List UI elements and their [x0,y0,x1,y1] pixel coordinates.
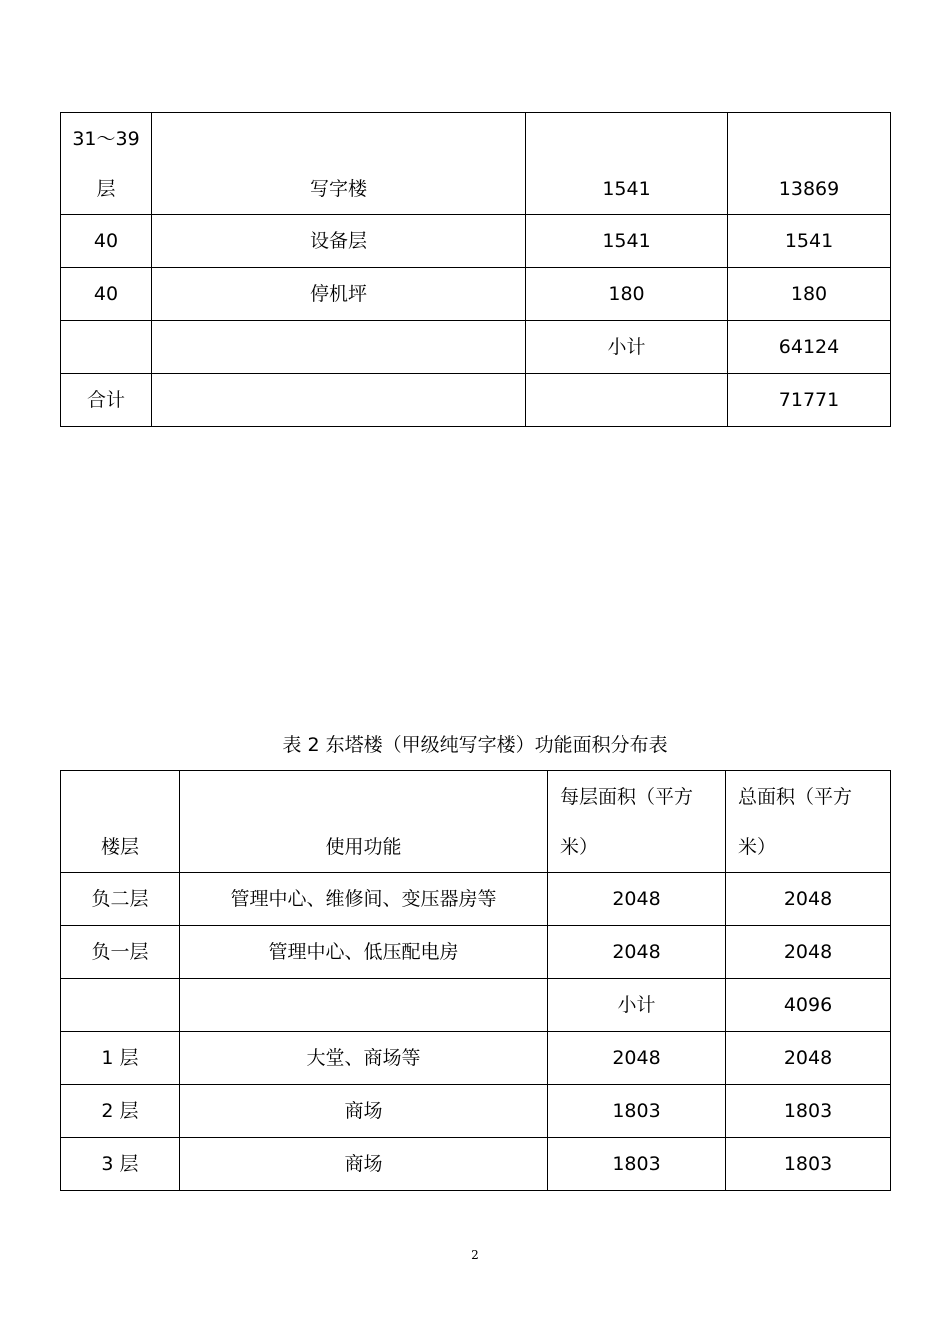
floor-line: 31～39 [72,127,140,150]
function-cell [152,321,526,374]
table-row [61,979,891,1032]
function-cell: 停机坪 [152,268,526,321]
table-row [61,926,891,979]
table-row [61,374,891,427]
floor-cell: 负一层 [61,926,180,979]
east-tower-area-table [60,770,891,1191]
function-cell: 管理中心、维修间、变压器房等 [180,873,548,926]
floor-cell: 40 [61,268,152,321]
total-area-cell: 2048 [726,873,891,926]
per-floor-area-cell: 1803 [548,1138,726,1191]
floor-cell [61,113,152,215]
table-header-row [61,771,891,873]
header-per-floor-area [548,771,726,873]
total-area-cell: 13869 [728,113,891,215]
table-row [61,268,891,321]
floor-cell [61,321,152,374]
table-row [61,215,891,268]
table-row [61,1032,891,1085]
floor-cell: 2 层 [61,1085,180,1138]
total-area-cell: 2048 [726,926,891,979]
table-row [61,1085,891,1138]
per-floor-area-cell: 1541 [526,113,728,215]
table-row [61,873,891,926]
subtotal-value-cell: 64124 [728,321,891,374]
function-cell: 商场 [180,1138,548,1191]
total-area-cell: 1541 [728,215,891,268]
header-line: 米） [560,835,599,858]
per-floor-area-cell: 1541 [526,215,728,268]
function-cell [152,374,526,427]
header-line: 米） [738,835,777,858]
total-area-cell: 1803 [726,1085,891,1138]
per-floor-area-cell: 2048 [548,926,726,979]
floor-cell: 1 层 [61,1032,180,1085]
function-cell: 管理中心、低压配电房 [180,926,548,979]
total-area-cell: 2048 [726,1032,891,1085]
header-line: 总面积（平方 [738,785,853,808]
table-row [61,113,891,215]
grand-total-label-cell: 合计 [61,374,152,427]
per-floor-area-cell: 2048 [548,1032,726,1085]
function-cell [180,979,548,1032]
total-area-cell: 1803 [726,1138,891,1191]
header-function: 使用功能 [180,771,548,873]
table-caption: 表 2 东塔楼（甲级纯写字楼）功能面积分布表 [282,734,668,756]
table-row [61,321,891,374]
floor-cell: 40 [61,215,152,268]
header-line: 每层面积（平方 [560,785,694,808]
per-floor-area-cell: 1803 [548,1085,726,1138]
per-floor-area-cell [526,374,728,427]
per-floor-area-cell: 2048 [548,873,726,926]
subtotal-label-cell: 小计 [526,321,728,374]
subtotal-value-cell: 4096 [726,979,891,1032]
subtotal-label-cell: 小计 [548,979,726,1032]
header-total-area [726,771,891,873]
floor-cell: 3 层 [61,1138,180,1191]
function-cell: 写字楼 [152,113,526,215]
per-floor-area-cell: 180 [526,268,728,321]
function-cell: 大堂、商场等 [180,1032,548,1085]
area-table-continued [60,112,891,427]
floor-line: 层 [96,177,116,200]
function-cell: 商场 [180,1085,548,1138]
table-row [61,1138,891,1191]
floor-cell [61,979,180,1032]
grand-total-value-cell: 71771 [728,374,891,427]
page-number: 2 [471,1248,479,1262]
function-cell: 设备层 [152,215,526,268]
total-area-cell: 180 [728,268,891,321]
header-floor: 楼层 [61,771,180,873]
floor-cell: 负二层 [61,873,180,926]
